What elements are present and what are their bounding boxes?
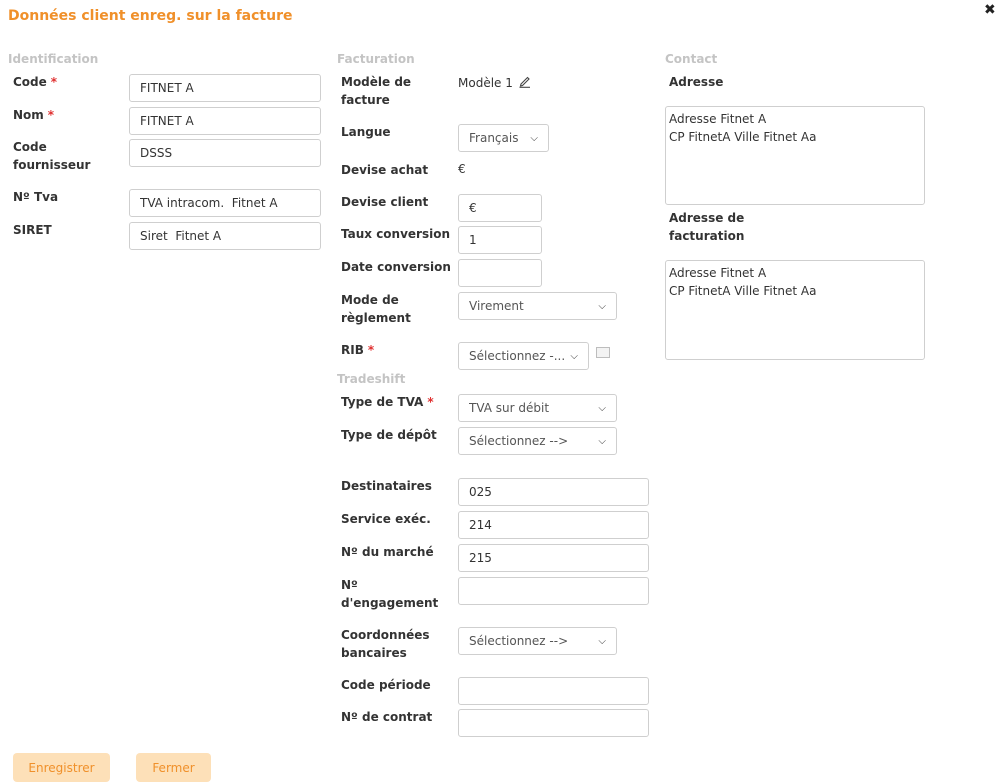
label-line: Mode de <box>341 293 399 307</box>
rib-label <box>341 341 374 359</box>
mode-reglement-select[interactable] <box>458 292 617 320</box>
label-line: d'engagement <box>341 596 439 610</box>
adresse-textarea[interactable] <box>665 106 925 205</box>
rib-label-text: RIB <box>341 343 364 357</box>
no-marche-label: Nº du marché <box>341 545 434 559</box>
adresse-label: Adresse <box>669 75 724 89</box>
langue-label: Langue <box>341 125 391 139</box>
chevron-down-icon: ⌵ <box>598 402 606 414</box>
modele-value <box>458 75 531 90</box>
taux-conversion-label: Taux conversion <box>341 227 451 241</box>
mode-reglement-select-value: Virement <box>469 299 524 313</box>
type-depot-label: Type de dépôt <box>341 428 437 442</box>
no-marche-input[interactable] <box>458 544 649 572</box>
coordonnees-select-value: Sélectionnez --> <box>469 634 569 648</box>
required-marker: * <box>47 108 55 122</box>
type-tva-select[interactable] <box>458 394 617 422</box>
label-line: Coordonnées <box>341 628 430 642</box>
adresse-line: CP FitnetA Ville Fitnet Aa <box>669 130 817 144</box>
devise-achat-label: Devise achat <box>341 163 429 177</box>
rib-select-value: Sélectionnez -... <box>469 349 566 363</box>
type-tva-label-text: Type de TVA <box>341 395 424 409</box>
coordonnees-bancaires-select[interactable] <box>458 627 617 655</box>
nom-input[interactable] <box>129 107 321 135</box>
devise-client-label: Devise client <box>341 195 429 209</box>
type-tva-label <box>341 393 434 411</box>
destinataires-label: Destinataires <box>341 479 432 493</box>
no-contrat-label: Nº de contrat <box>341 710 433 724</box>
chevron-down-icon: ⌵ <box>530 132 538 144</box>
code-input[interactable] <box>129 74 321 102</box>
code-label-text: Code <box>13 75 47 89</box>
facturation-heading: Facturation <box>337 52 415 66</box>
label-line: facture <box>341 93 390 107</box>
mode-reglement-label <box>341 291 411 327</box>
chevron-down-icon: ⌵ <box>598 300 606 312</box>
tva-input[interactable] <box>129 189 321 217</box>
type-depot-select-value: Sélectionnez --> <box>469 434 569 448</box>
label-line: fournisseur <box>13 158 91 172</box>
nom-label <box>13 106 54 124</box>
adresse-line: Adresse Fitnet A <box>669 266 767 280</box>
adresse-line: Adresse Fitnet A <box>669 112 767 126</box>
adresse-facturation-textarea[interactable] <box>665 260 925 360</box>
dialog-title: Données client enreg. sur la facture <box>8 8 293 24</box>
siret-input[interactable] <box>129 222 321 250</box>
pencil-icon[interactable] <box>519 75 531 88</box>
tradeshift-heading: Tradeshift <box>337 372 406 386</box>
service-exec-input[interactable] <box>458 511 649 539</box>
date-conversion-label: Date conversion <box>341 260 451 274</box>
required-marker: * <box>367 343 375 357</box>
identification-heading: Identification <box>8 52 99 66</box>
chevron-down-icon: ⌵ <box>598 435 606 447</box>
label-line: facturation <box>669 229 745 243</box>
contact-heading: Contact <box>665 52 718 66</box>
taux-conversion-input[interactable] <box>458 226 542 254</box>
save-button[interactable]: Enregistrer <box>13 753 110 782</box>
label-line: Code <box>13 140 47 154</box>
chevron-down-icon: ⌵ <box>570 350 578 362</box>
modele-value-text: Modèle 1 <box>458 76 513 90</box>
label-line: Adresse de <box>669 211 745 225</box>
devise-achat-value: € <box>458 162 466 176</box>
code-periode-input[interactable] <box>458 677 649 705</box>
chevron-down-icon: ⌵ <box>598 635 606 647</box>
modele-label <box>341 73 411 109</box>
required-marker: * <box>427 395 434 409</box>
label-line: Modèle de <box>341 75 412 89</box>
siret-label: SIRET <box>13 223 52 237</box>
langue-select[interactable] <box>458 124 549 152</box>
devise-client-input[interactable] <box>458 194 542 222</box>
type-depot-select[interactable] <box>458 427 617 455</box>
close-button[interactable]: Fermer <box>136 753 211 782</box>
label-line: Nº <box>341 578 358 592</box>
date-conversion-input[interactable] <box>458 259 542 287</box>
code-periode-label: Code période <box>341 678 431 692</box>
code-label <box>13 73 57 91</box>
coordonnees-bancaires-label <box>341 626 430 662</box>
code-fournisseur-label <box>13 138 90 174</box>
adresse-line: CP FitnetA Ville Fitnet Aa <box>669 284 817 298</box>
rib-select[interactable] <box>458 342 589 370</box>
no-engagement-label <box>341 576 438 612</box>
code-fournisseur-input[interactable] <box>129 139 321 167</box>
label-line: bancaires <box>341 646 407 660</box>
type-tva-select-value: TVA sur débit <box>469 401 550 415</box>
no-engagement-input[interactable] <box>458 577 649 605</box>
destinataires-input[interactable] <box>458 478 649 506</box>
langue-select-value: Français <box>469 131 519 145</box>
close-icon[interactable]: ✖ <box>984 2 996 18</box>
nom-label-text: Nom <box>13 108 44 122</box>
adresse-facturation-label <box>669 209 744 245</box>
service-exec-label: Service exéc. <box>341 512 431 526</box>
label-line: règlement <box>341 311 411 325</box>
no-contrat-input[interactable] <box>458 709 649 737</box>
document-icon[interactable] <box>596 347 610 358</box>
tva-label: Nº Tva <box>13 190 59 204</box>
required-marker: * <box>50 75 58 89</box>
